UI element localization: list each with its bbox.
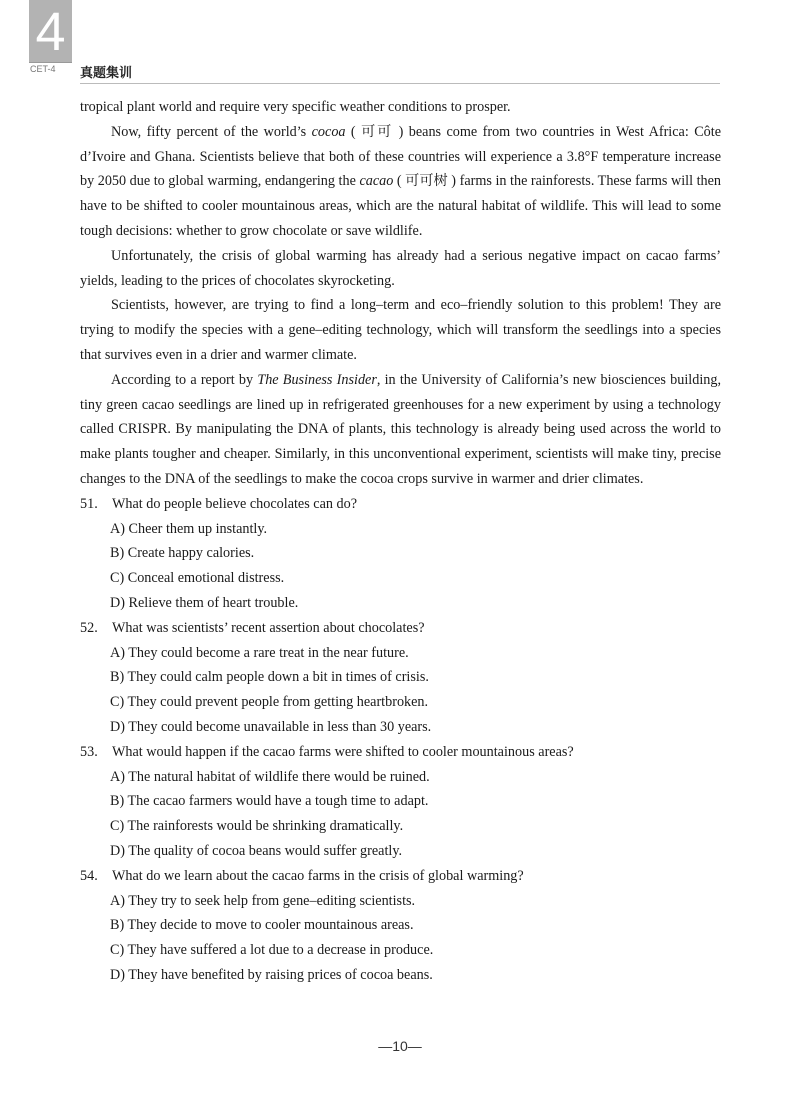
question-stem [80,740,721,765]
header-rule [80,83,720,84]
question-stem [80,616,721,641]
paragraph-text: Scientists, however, are trying to find a long–term and eco–friendly solution to this problem! They are trying to modify the species with a gene–editing technology, which will transform the seedlings into a species that survives even in a drier and warmer climate. [80,297,721,363]
question-number: 52. [80,619,98,636]
question-number: 54. [80,867,98,884]
page-number: —10— [378,1038,422,1054]
answer-option: D) Relieve them of heart trouble. [110,594,299,611]
answer-option: D) They could become unavailable in less than 30 years. [110,718,432,735]
passage-paragraph [80,293,721,367]
question-stem [80,864,721,889]
italic-term: cocoa [311,123,346,140]
paragraph-text: , in the University of California’s new biosciences building, tiny green cacao seedlings are lined up in refrigerated greenhouses for a new experiment by using a technology called CRISPR. By manipulating the DNA of plants, this technology is already being used across the world to make plants tougher and cheaper. Similarly, in this unconventional experiment, scientists will make tiny, precise changes to the DNA of the seedlings to make the cocoa crops survive in warmer and drier climates. [80,371,721,487]
italic-term: The Business Insider [257,371,377,388]
answer-option: B) Create happy calories. [110,545,255,562]
answer-option: C) The rainforests would be shrinking dramatically. [110,818,404,835]
answer-option: D) They have benefited by raising prices of cocoa beans. [110,966,433,983]
unit-number: 4 [35,2,66,62]
passage-paragraph [80,95,721,120]
page-header [0,0,800,100]
question-stem [80,492,721,517]
passage-paragraph [80,368,721,492]
question-51 [80,492,721,616]
italic-term: cacao [359,173,394,190]
answer-option: C) They have suffered a lot due to a decrease in produce. [110,942,434,959]
answer-option: C) They could prevent people from getting heartbroken. [110,694,429,711]
answer-option: B) They could calm people down a bit in times of crisis. [110,669,429,686]
paragraph-text: According to a report by [111,371,258,388]
question-53 [80,740,721,864]
question-number: 53. [80,743,98,760]
answer-option: D) The quality of cocoa beans would suffer greatly. [110,842,403,859]
question-text: What was scientists’ recent assertion about chocolates? [112,619,425,636]
unit-tab [29,0,72,62]
exam-label: CET-4 [30,64,56,74]
paragraph-text: tropical plant world and require very specific weather conditions to prosper. [80,99,511,115]
paragraph-text: ( 可可树 ) farms in the rainforests. These farms will then have to be shifted to cooler mountainous areas, which are the natural habitat of wildlife. This will lead to some tough decisions: whether to grow chocolate or save wildlife. [80,173,722,239]
paragraph-text: Unfortunately, the crisis of global warming has already had a serious negative impact on cacao farms’ yields, leading to the prices of chocolates skyrocketing. [80,247,721,289]
question-text: What do we learn about the cacao farms in the crisis of global warming? [112,867,524,884]
answer-option: A) Cheer them up instantly. [110,520,268,537]
answer-option: C) Conceal emotional distress. [110,570,285,587]
page-content [80,95,721,988]
answer-option: B) The cacao farmers would have a tough time to adapt. [110,793,429,810]
answer-option: A) They could become a rare treat in the near future. [110,644,409,661]
reading-passage [80,95,721,492]
question-54 [80,864,721,988]
question-52 [80,616,721,740]
passage-paragraph [80,244,721,294]
paragraph-text: ( 可可 ) beans come from two countries in West Africa: Côte d’Ivoire and Ghana. Scientists believe that both of these countries will experience a 3.8°F temperature increase by 2050 due to global warming, endangering the [80,123,721,190]
answer-option: B) They decide to move to cooler mountainous areas. [110,917,414,934]
answer-option: A) They try to seek help from gene–editing scientists. [110,892,416,909]
tab-divider [29,62,72,63]
question-list [80,492,721,988]
question-number: 51. [80,495,98,512]
paragraph-text: Now, fifty percent of the world’s [111,123,312,140]
answer-option: A) The natural habitat of wildlife there would be ruined. [110,768,430,785]
question-text: What do people believe chocolates can do? [112,495,358,512]
section-title: 真题集训 [80,66,133,81]
question-text: What would happen if the cacao farms were shifted to cooler mountainous areas? [112,743,574,760]
passage-paragraph [80,120,721,244]
